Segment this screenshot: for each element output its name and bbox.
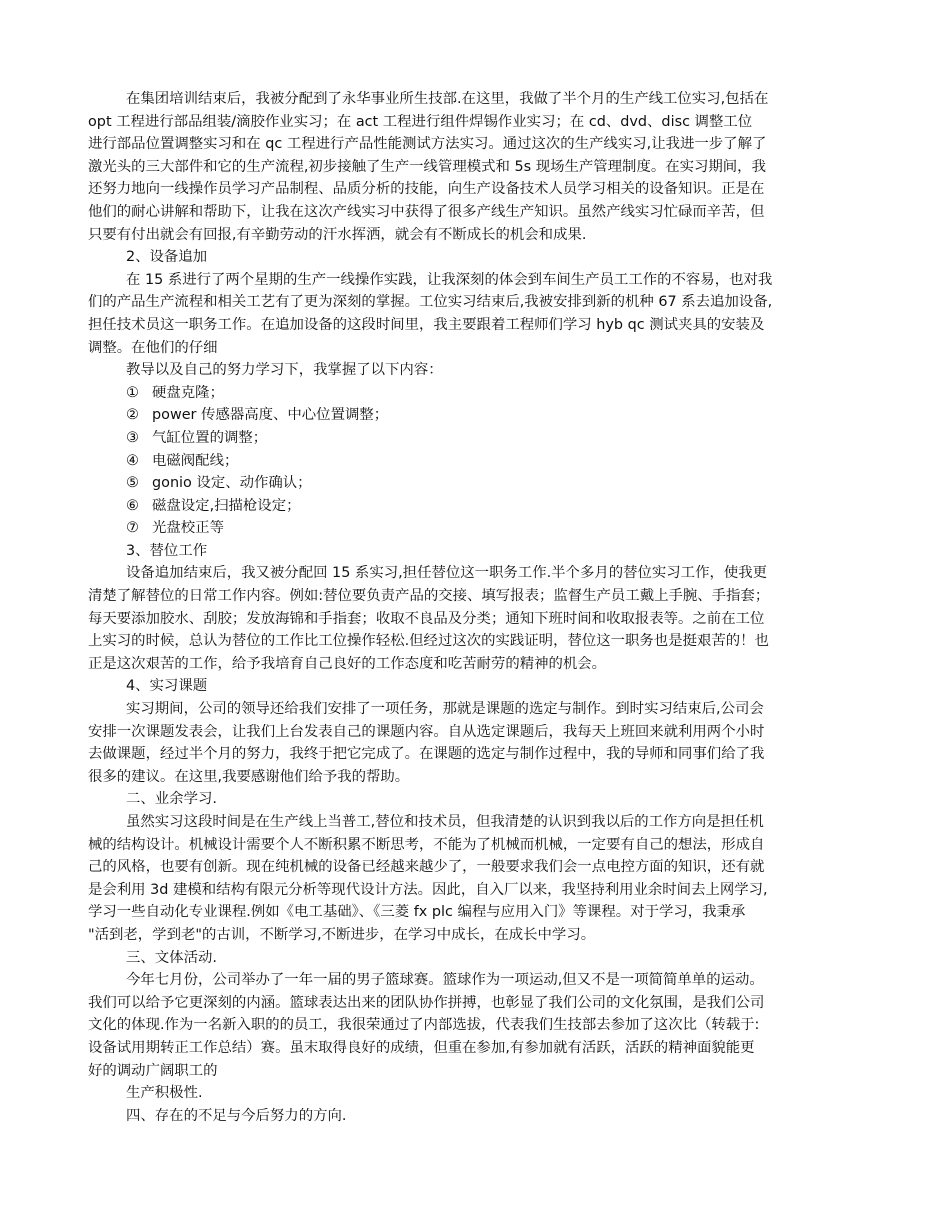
text-line: 我们可以给予它更深刻的内涵。篮球表达出来的团队协作拼搏，也彰显了我们公司的文化氛围，是我们公司 [88,994,765,1011]
text-line: 清楚了解替位的日常工作内容。例如:替位要负责产品的交接、填写报表；监督生产员工戴上手腕、手指套； [88,588,770,605]
text-line: 只要有付出就会有回报,有辛勤劳动的汗水挥洒，就会有不断成长的机会和成果. [88,226,587,243]
list-text: gonio 设定、动作确认； [152,475,312,492]
list-text: 硬盘克隆； [152,384,224,401]
text-line: 己的风格，也要有创新。现在纯机械的设备已经越来越少了，一般要求我们会一点电控方面的知识，还有就 [88,859,765,876]
text-line: 三、文体活动. [126,949,217,966]
text-line: 好的调动广阔职工的 [88,1062,218,1079]
text-line: "活到老，学到老"的古训，不断学习,不断进步，在学习中成长，在成长中学习。 [88,926,596,943]
text-line: 还努力地向一线操作员学习产品制程、品质分析的技能，向生产设备技术人员学习相关的设备知识。正是在 [88,181,765,198]
text-line: 教导以及自己的努力学习下，我掌握了以下内容： [126,362,443,379]
text-line: 设备试用期转正工作总结）赛。虽末取得良好的成绩，但重在参加,有参加就有活跃，活跃的精神面貌能更 [88,1039,755,1056]
text-line: 正是这次艰苦的工作，给予我培育自己良好的工作态度和吃苦耐劳的精神的机会。 [88,655,607,672]
text-line: opt 工程进行部品组装/滴胶作业实习；在 act 工程进行组件焊锡作业实习；在 cd、dvd、disc 调整工位 [88,113,753,130]
list-number: ① [126,384,139,401]
text-line: 生产积极性. [126,1085,203,1102]
list-number: ③ [126,429,139,446]
text-line: 在 15 系进行了两个星期的生产一线操作实践，让我深刻的体会到车间生产员工工作的不容易，也对我 [126,271,773,288]
list-number: ⑥ [126,497,139,514]
list-number: ② [126,407,139,424]
list-item [88,517,864,540]
list-text: 磁盘设定,扫描枪设定； [152,497,301,514]
text-line: 实习期间，公司的领导还给我们安排了一项任务，那就是课题的选定与制作。到时实习结束后,公司会 [126,701,764,718]
text-line: 文化的体现.作为一名新入职的的员工，我很荣通过了内部选拔，代表我们生技部去参加了这次比（转载于: [88,1017,760,1034]
list-item [88,427,864,450]
text-line: 激光头的三大部件和它的生产流程,初步接触了生产一线管理模式和 5s 现场生产管理制度。在实习期间，我 [88,158,766,175]
text-line: 们的产品生产流程和相关工艺有了更为深刻的掌握。工位实习结束后,我被安排到新的机种 67 系去追加设备, [88,294,773,311]
text-line: 设备追加结束后，我又被分配回 15 系实习,担任替位这一职务工作.半个多月的替位实习工作，使我更 [126,565,768,582]
list-text: 光盘校正等 [152,520,224,537]
list-text: 电磁阀配线； [152,452,239,469]
paragraph-block-1 [88,88,864,382]
text-line: 械的结构设计。机械设计需要个人不断积累不断思考，不能为了机械而机械，一定要有自己的想法，形成自 [88,836,765,853]
text-line: 二、业余学习. [126,791,217,808]
text-line: 每天要添加胶水、刮胶；发放海锦和手指套；收取不良品及分类；通知下班时间和收取报表等。之前在工位 [88,610,765,627]
text-line: 去做课题，经过半个月的努力，我终于把它完成了。在课题的选定与制作过程中，我的导师和同事们给了我 [88,746,765,763]
document-body [88,88,864,1127]
list-item [88,472,864,495]
text-line: 调整。在他们的仔细 [88,339,218,356]
text-line: 进行部品位置调整实习和在 qc 工程进行产品性能测试方法实习。通过这次的生产线实习,让我进一步了解了 [88,136,767,153]
text-line: 4、实习课题 [126,678,208,695]
text-line: 担任技术员这一职务工作。在追加设备的这段时间里，我主要跟着工程师们学习 hyb qc 测试夹具的安装及 [88,316,765,333]
list-text: power 传感器高度、中心位置调整； [152,407,389,424]
text-line: 2、设备追加 [126,249,208,266]
text-line: 四、存在的不足与今后努力的方向. [126,1107,347,1124]
paragraph-block-2 [88,540,864,1127]
list-number: ⑦ [126,520,139,537]
learned-items-list [88,382,864,540]
text-line: 安排一次课题发表会，让我们上台发表自己的课题内容。自从选定课题后，我每天上班回来就利用两个小时 [88,723,765,740]
list-item [88,450,864,473]
text-line: 他们的耐心讲解和帮助下，让我在这次产线实习中获得了很多产线生产知识。虽然产线实习忙碌而辛苦，但 [88,203,765,220]
text-line: 今年七月份，公司举办了一年一届的男子篮球赛。篮球作为一项运动,但又不是一项简简单单的运动。 [126,972,764,989]
text-line: 上实习的时候，总认为替位的工作比工位操作轻松.但经过这次的实践证明，替位这一职务也是挺艰苦的！也 [88,633,769,650]
text-line: 在集团培训结束后，我被分配到了永华事业所生技部.在这里，我做了半个月的生产线工位实习,包括在 [126,91,769,107]
list-item [88,404,864,427]
text-line: 学习一些自动化专业课程.例如《电工基础》、《三菱 fx plc 编程与应用入门》等课程。对于学习，我秉承 [88,904,746,921]
text-line: 很多的建议。在这里,我要感谢他们给予我的帮助。 [88,768,410,785]
list-item [88,495,864,518]
text-line: 是会利用 3d 建模和结构有限元分析等现代设计方法。因此，自入厂以来，我坚持利用业余时间去上网学习, [88,881,768,898]
text-line: 虽然实习这段时间是在生产线上当普工,替位和技术员，但我清楚的认识到我以后的工作方向是担任机 [126,814,764,830]
list-text: 气缸位置的调整； [152,429,268,446]
list-item [88,382,864,405]
list-number: ⑤ [126,475,139,492]
text-line: 3、替位工作 [126,542,208,559]
list-number: ④ [126,452,139,469]
